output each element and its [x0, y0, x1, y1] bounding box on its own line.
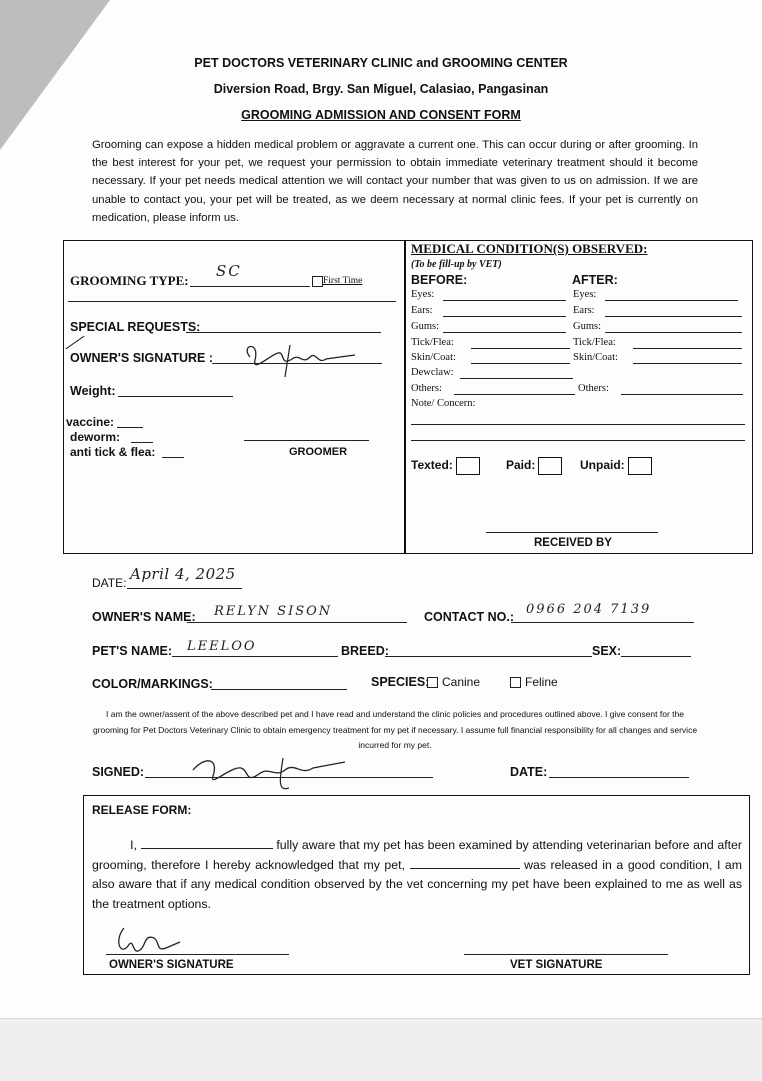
unpaid-label: Unpaid: — [580, 458, 625, 473]
unpaid-field — [580, 457, 652, 475]
release-owner-signature-line[interactable] — [106, 954, 289, 955]
before-label: BEFORE: — [411, 273, 468, 287]
grooming-type-line[interactable] — [190, 286, 310, 287]
before-item-line[interactable] — [460, 378, 573, 379]
note-line-2[interactable] — [411, 440, 745, 441]
note-label: Note/ Concern: — [411, 398, 476, 409]
species-label: SPECIES: — [371, 675, 430, 689]
signed-date-line[interactable] — [549, 777, 689, 778]
box-divider — [404, 240, 406, 553]
before-item-label: Skin/Coat: — [411, 352, 456, 363]
pet-name-value: LEELOO — [187, 639, 257, 654]
species-feline[interactable] — [510, 675, 558, 689]
grooming-type-value: SC — [216, 262, 242, 280]
before-item-label: Dewclaw: — [411, 367, 454, 378]
sex-line[interactable] — [621, 656, 691, 657]
before-item-label: Ears: — [411, 305, 433, 316]
vaccine-label: vaccine: — [66, 415, 115, 429]
before-item-line[interactable] — [443, 316, 566, 317]
before-item-label: Others: — [411, 383, 442, 394]
date-line[interactable] — [127, 588, 242, 589]
release-paragraph — [92, 836, 742, 914]
canine-checkbox[interactable] — [427, 677, 438, 688]
release-vet-signature-line[interactable] — [464, 954, 668, 955]
scan-bottom-margin — [0, 1018, 762, 1081]
date-value: April 4, 2025 — [130, 565, 236, 583]
groomer-line[interactable] — [244, 440, 369, 441]
signed-signature-scribble — [185, 748, 355, 796]
release-i-label: I, — [130, 838, 137, 852]
paid-label: Paid: — [506, 458, 536, 473]
after-item-line[interactable] — [605, 316, 742, 317]
before-item-line[interactable] — [443, 332, 566, 333]
owner-signature-label: OWNER'S SIGNATURE : — [70, 351, 214, 365]
vaccine-line[interactable] — [117, 427, 143, 428]
release-pet-name-line[interactable] — [410, 868, 520, 869]
after-item-line[interactable] — [605, 300, 738, 301]
grooming-extra-line[interactable] — [68, 301, 396, 302]
release-text-2: was released in a good condition, I am also aware that if any medical condition observed by the vet concerning my pet have been explained to me as well as the treatment options. — [92, 857, 743, 911]
owner-signature-scribble — [230, 335, 370, 380]
received-by-line[interactable] — [486, 532, 658, 533]
unpaid-checkbox[interactable] — [628, 457, 652, 475]
date-label: DATE: — [92, 576, 127, 590]
anti-tick-label: anti tick & flea: — [70, 445, 156, 459]
after-item-line[interactable] — [605, 332, 742, 333]
texted-label: Texted: — [411, 458, 453, 473]
received-by-label: RECEIVED BY — [534, 537, 612, 549]
before-item-line[interactable] — [454, 394, 575, 395]
signed-date-label: DATE: — [510, 765, 548, 779]
before-item-line[interactable] — [443, 300, 566, 301]
contact-value: 0966 204 7139 — [526, 602, 652, 617]
first-time-label: First Time — [323, 276, 363, 286]
intro-paragraph: Grooming can expose a hidden medical problem or aggravate a current one. This can occur during or after grooming. In the best interest for your pet, we request your permission to obtain immediate veterinary treatment should it become necessary. If your pet needs medical attention we will contact your number that was given to us on admission. If we are unable to contact you, your pet will be treated, as we deem necessary at normal clinic fees. If your pet is currently on medication, please inform us. — [92, 139, 698, 224]
after-item-label: Skin/Coat: — [573, 352, 618, 363]
after-item-label: Tick/Flea: — [573, 337, 616, 348]
color-markings-label: COLOR/MARKINGS: — [92, 677, 213, 691]
breed-label: BREED: — [341, 644, 389, 658]
after-item-label: Gums: — [573, 321, 602, 332]
clinic-name: PET DOCTORS VETERINARY CLINIC and GROOMING CENTER — [194, 56, 568, 70]
special-requests-line[interactable] — [186, 332, 381, 333]
deworm-line[interactable] — [131, 442, 153, 443]
medical-title: MEDICAL CONDITION(S) OBSERVED: — [411, 241, 648, 256]
after-item-label: Ears: — [573, 305, 595, 316]
before-item-label: Eyes: — [411, 289, 435, 300]
after-label: AFTER: — [572, 273, 618, 287]
medical-subtitle: (To be fill-up by VET) — [411, 259, 502, 270]
special-requests-label: SPECIAL REQUESTS: — [70, 320, 201, 334]
breed-line[interactable] — [385, 656, 592, 657]
species-canine[interactable] — [427, 675, 480, 689]
paid-checkbox[interactable] — [538, 457, 562, 475]
owner-name-value: RELYN SISON — [214, 604, 333, 619]
sex-label: SEX: — [592, 644, 622, 658]
contact-label: CONTACT NO.: — [424, 610, 515, 624]
before-item-line[interactable] — [471, 348, 570, 349]
release-text-1: fully aware that my pet has been examined by attending veterinarian before and after grooming, therefore I hereby acknowledged that my pet, — [92, 838, 742, 872]
weight-line[interactable] — [118, 396, 233, 397]
feline-label: Feline — [525, 675, 558, 689]
consent-paragraph: I am the owner/assent of the above described pet and I have read and understand the clinic policies and procedures outlined above. I give consent for the grooming for Pet Doctors Veterinary Clinic to obtain emergency treatment for my pet if necessary. I assume full financial responsibility for all changes and service incurred for my pet. — [92, 709, 698, 750]
before-item-line[interactable] — [471, 363, 570, 364]
clinic-address: Diversion Road, Brgy. San Miguel, Calasiao, Pangasinan — [213, 82, 549, 96]
after-item-line[interactable] — [633, 363, 742, 364]
anti-tick-line[interactable] — [162, 457, 184, 458]
after-item-label: Eyes: — [573, 289, 597, 300]
groomer-label: GROOMER — [289, 446, 348, 458]
after-item-line[interactable] — [621, 394, 743, 395]
canine-label: Canine — [442, 675, 481, 689]
release-owner-signature-label: OWNER'S SIGNATURE — [109, 959, 234, 971]
folded-corner — [0, 0, 110, 150]
after-item-label: Others: — [578, 383, 609, 394]
contact-line[interactable] — [511, 622, 694, 623]
form-title: GROOMING ADMISSION AND CONSENT FORM — [241, 108, 521, 122]
pet-name-line[interactable] — [172, 656, 338, 657]
release-title: RELEASE FORM: — [92, 803, 192, 817]
pet-name-label: PET'S NAME: — [92, 644, 173, 658]
texted-checkbox[interactable] — [456, 457, 480, 475]
deworm-label: deworm: — [70, 430, 121, 444]
color-markings-line[interactable] — [211, 689, 347, 690]
weight-label: Weight: — [70, 384, 116, 398]
feline-checkbox[interactable] — [510, 677, 521, 688]
signed-label: SIGNED: — [92, 765, 145, 779]
before-item-label: Gums: — [411, 321, 440, 332]
release-vet-signature-label: VET SIGNATURE — [510, 959, 603, 971]
first-time-checkbox[interactable] — [312, 276, 323, 287]
before-item-label: Tick/Flea: — [411, 337, 454, 348]
release-owner-name-line[interactable] — [141, 848, 273, 849]
paid-field — [506, 457, 562, 475]
grooming-type-label: GROOMING TYPE: — [70, 273, 189, 288]
texted-field — [411, 457, 480, 475]
owner-name-label: OWNER'S NAME: — [92, 610, 196, 624]
after-item-line[interactable] — [633, 348, 742, 349]
note-line-1[interactable] — [411, 424, 745, 425]
owner-name-line[interactable] — [187, 622, 407, 623]
